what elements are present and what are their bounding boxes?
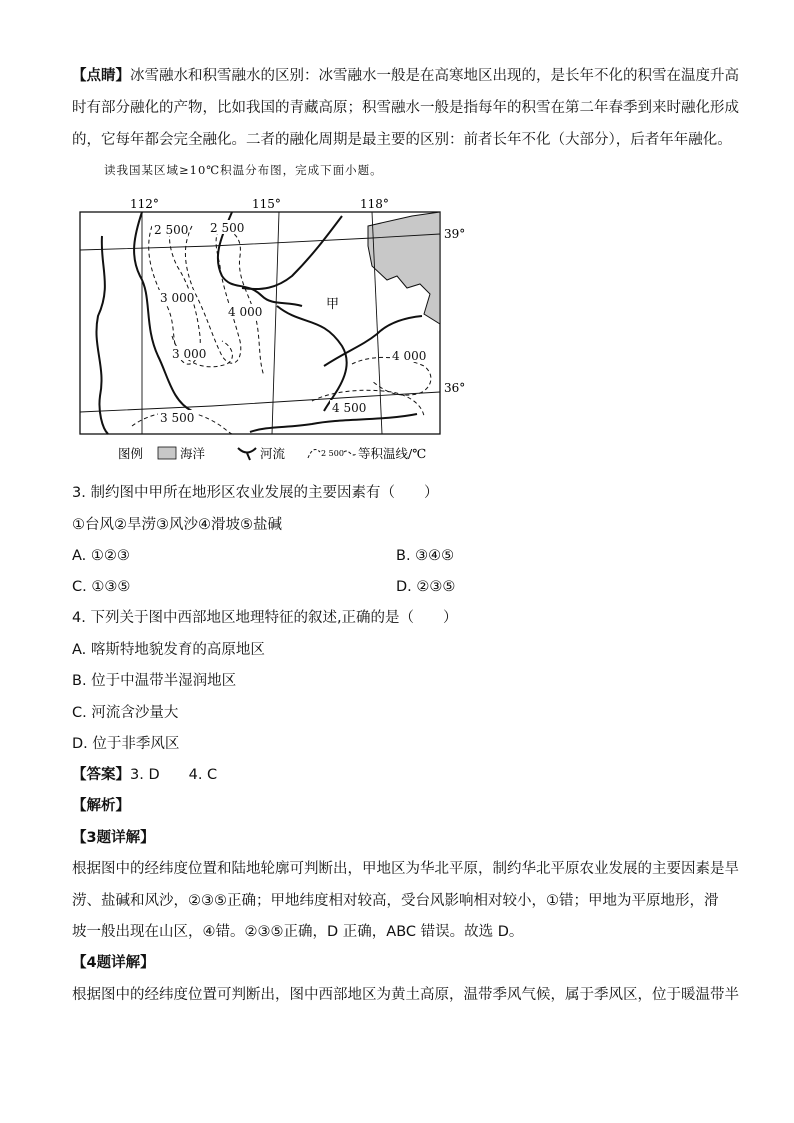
legend-ocean-label: 海洋 [180, 446, 206, 461]
q4-option-a: A. 喀斯特地貌发育的高原地区 [72, 642, 265, 658]
tip-tag: 【点睛】 [72, 68, 130, 84]
isotherm-label: 3 000 [172, 347, 207, 361]
lon-label-115: 115° [252, 197, 281, 211]
isotherm-label: 4 000 [228, 305, 263, 319]
legend-river-symbol [238, 448, 256, 460]
lon-label-118: 118° [360, 197, 389, 211]
answer-tag: 【答案】 [72, 767, 130, 783]
tip-line-3: 的，它每年都会完全融化。二者的融化周期是最主要的区别：前者长年不化（大部分），后者年年融化。 [72, 132, 732, 148]
river [96, 236, 108, 434]
detail4-title: 【4题详解】 [72, 955, 155, 971]
isotherm-label: 2 500 [154, 223, 189, 237]
q4-option-d: D. 位于非季风区 [72, 736, 180, 752]
q3-option-c: C. ①③⑤ [72, 579, 131, 595]
isotherm-label: 4 500 [332, 401, 367, 415]
answer-line [72, 765, 217, 785]
q4-option-c: C. 河流含沙量大 [72, 705, 179, 721]
legend-isotherm-symbol [308, 450, 320, 458]
legend-isotherm-sample: 2 500 [321, 449, 344, 458]
answer-text: 3. D 4. C [130, 767, 218, 783]
accumulated-temperature-map [72, 196, 472, 466]
map-caption: 读我国某区域≥10℃积温分布图，完成下面小题。 [104, 163, 383, 177]
detail3-line-2: 涝、盐碱和风沙，②③⑤正确；甲地纬度相对较高，受台风影响相对较小，①错；甲地为平原地形，滑 [72, 893, 719, 909]
isotherm-label: 3 500 [160, 411, 195, 425]
tip-line-1 [72, 66, 739, 86]
detail4-line-1: 根据图中的经纬度位置可判断出，图中西部地区为黄土高原，温带季风气候，属于季风区，位于暖温带半 [72, 987, 739, 1003]
isotherm [352, 357, 431, 395]
map-legend [118, 446, 426, 461]
tip-text-1: 冰雪融水和积雪融水的区别：冰雪融水一般是在高寒地区出现的，是长年不化的积雪在温度升高 [130, 68, 739, 84]
river [242, 216, 342, 289]
q3-option-a: A. ①②③ [72, 548, 130, 564]
legend-isotherm-label: 等积温线/℃ [358, 446, 427, 461]
lat-label-36: 36° [444, 381, 466, 395]
tip-line-2: 时有部分融化的产物，比如我国的青藏高原；积雪融水一般是指每年的积雪在第二年春季到来时融化形成 [72, 100, 739, 116]
region-label-jia: 甲 [326, 297, 340, 312]
ocean-area [368, 212, 440, 324]
detail3-line-1: 根据图中的经纬度位置和陆地轮廓可判断出，甲地区为华北平原，制约华北平原农业发展的主要因素是旱 [72, 861, 739, 877]
detail3-title: 【3题详解】 [72, 830, 155, 846]
river [250, 414, 417, 432]
lat-label-39: 39° [444, 227, 466, 241]
detail3-line-3: 坡一般出现在山区，④错。②③⑤正确，D 正确，ABC 错误。故选 D。 [72, 924, 524, 940]
legend-ocean-swatch [158, 447, 176, 459]
isotherm-label: 3 000 [160, 291, 195, 305]
q4-stem: 4. 下列关于图中西部地区地理特征的叙述,正确的是（ ） [72, 610, 458, 626]
analysis-tag: 【解析】 [72, 798, 130, 814]
q4-option-b: B. 位于中温带半湿润地区 [72, 673, 237, 689]
q3-items: ①台风②旱涝③风沙④滑坡⑤盐碱 [72, 517, 282, 533]
legend-river-label: 河流 [260, 446, 286, 461]
river [134, 212, 195, 411]
q3-option-b: B. ③④⑤ [396, 548, 455, 564]
q3-option-d: D. ②③⑤ [396, 579, 456, 595]
isotherm-label: 4 000 [392, 349, 427, 363]
q3-stem: 3. 制约图中甲所在地形区农业发展的主要因素有（ ） [72, 485, 439, 501]
lon-label-112: 112° [130, 197, 159, 211]
legend-title: 图例 [118, 446, 144, 461]
isotherm-label: 2 500 [210, 221, 245, 235]
